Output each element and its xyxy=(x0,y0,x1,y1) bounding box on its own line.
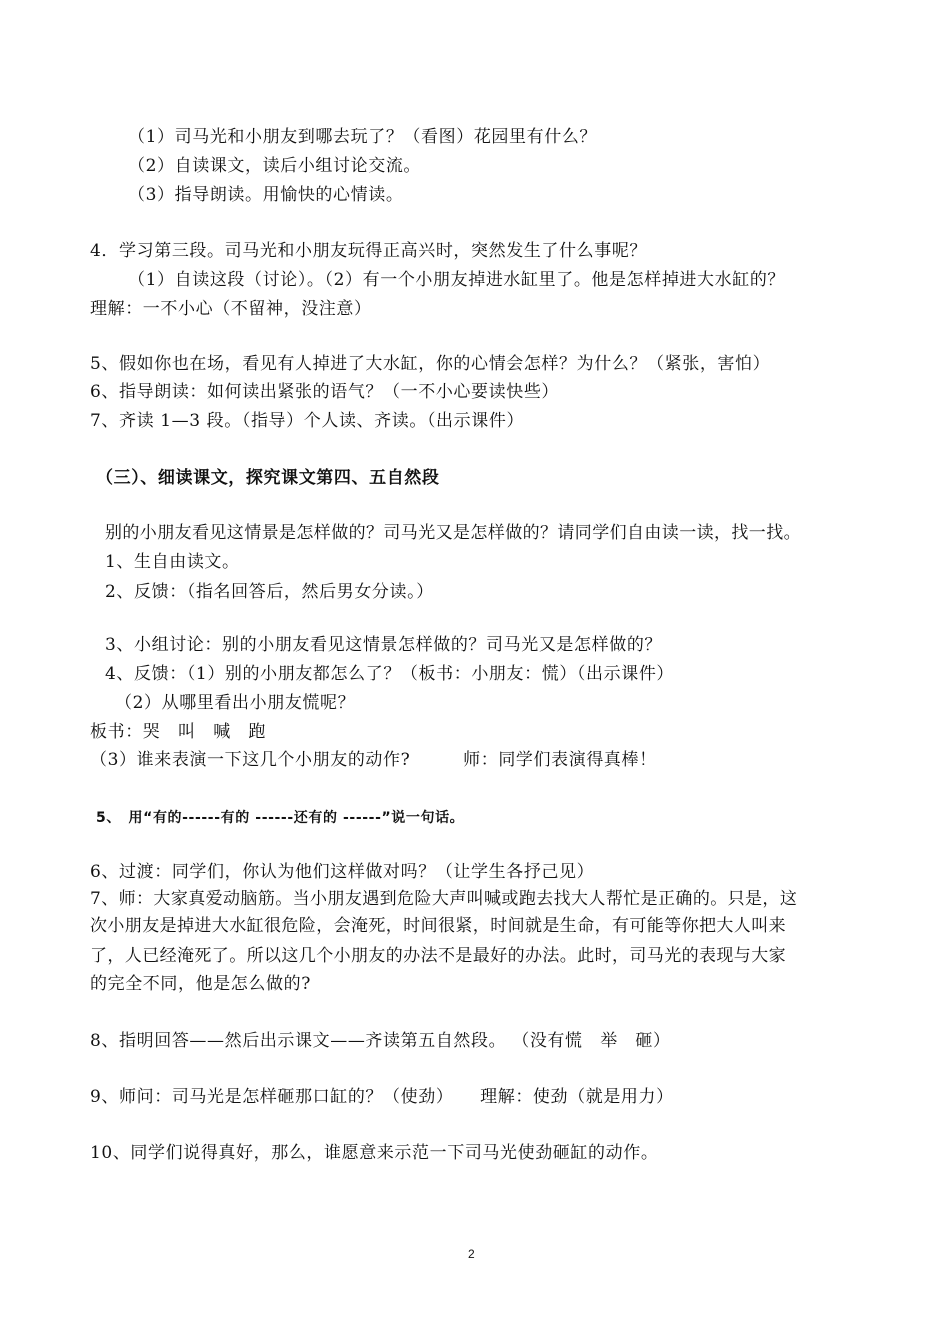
text-line: （2）自读课文，读后小组讨论交流。 xyxy=(128,156,422,176)
text-line: 6、过渡：同学们，你认为他们这样做对吗？（让学生各抒己见） xyxy=(90,862,595,882)
text-line: 2、反馈：（指名回答后，然后男女分读。） xyxy=(105,582,434,602)
text-line: （3）谁来表演一下这几个小朋友的动作? 师：同学们表演得真棒！ xyxy=(90,750,657,770)
section-heading: （三）、细读课文，探究课文第四、五自然段 xyxy=(96,468,440,488)
text-line: 次小朋友是掉进大水缸很危险，会淹死，时间很紧，时间就是生命，有可能等你把大人叫来 xyxy=(90,916,786,936)
text-line: 1、生自由读文。 xyxy=(105,552,240,572)
text-line: （1）司马光和小朋友到哪去玩了？（看图）花园里有什么？ xyxy=(128,127,598,147)
text-line: 9、师问：司马光是怎样砸那口缸的？（使劲） 理解：使劲（就是用力） xyxy=(90,1087,674,1107)
text-line: 8、指明回答——然后出示课文——齐读第五自然段。 （没有慌 举 砸） xyxy=(90,1031,671,1051)
text-line: 的完全不同，他是怎么做的? xyxy=(90,974,311,994)
board-writing: 板书：哭 叫 喊 跑 xyxy=(90,722,266,742)
text-line: 别的小朋友看见这情景是怎样做的？司马光又是怎样做的？请同学们自由读一读，找一找。 xyxy=(105,523,801,543)
text-line: 7、师：大家真爱动脑筋。当小朋友遇到危险大声叫喊或跑去找大人帮忙是正确的。只是，这 xyxy=(90,889,798,909)
text-line: 3、小组讨论：别的小朋友看见这情景怎样做的？司马光又是怎样做的？ xyxy=(105,635,663,655)
text-line: 7、齐读 1—3 段。（指导）个人读、齐读。（出示课件） xyxy=(90,411,525,431)
text-line: 4．学习第三段。司马光和小朋友玩得正高兴时，突然发生了什么事呢？ xyxy=(90,241,648,261)
text-line: 了，人已经淹死了。所以这几个小朋友的办法不是最好的办法。此时，司马光的表现与大家 xyxy=(90,946,786,966)
text-line: 4、反馈：（1）别的小朋友都怎么了？（板书：小朋友：慌）（出示课件） xyxy=(105,664,675,684)
page-number: 2 xyxy=(468,1247,475,1261)
text-line: 6、指导朗读：如何读出紧张的语气？（一不小心要读快些） xyxy=(90,382,560,402)
text-line: （2）从哪里看出小朋友慌呢？ xyxy=(115,693,356,713)
text-line: （3）指导朗读。用愉快的心情读。 xyxy=(128,185,404,205)
text-line: （1）自读这段（讨论）。（2）有一个小朋友掉进水缸里了。他是怎样掉进大水缸的？ xyxy=(128,270,786,290)
text-line: 5、假如你也在场，看见有人掉进了大水缸，你的心情会怎样？为什么？（紧张，害怕） xyxy=(90,354,771,374)
text-line: 10、同学们说得真好，那么，谁愿意来示范一下司马光使劲砸缸的动作。 xyxy=(90,1143,659,1163)
text-line: 理解：一不小心（不留神，没注意） xyxy=(90,299,372,319)
sentence-pattern-line: 5、 用“有的------有的 ------还有的 ------”说一句话。 xyxy=(96,810,465,826)
